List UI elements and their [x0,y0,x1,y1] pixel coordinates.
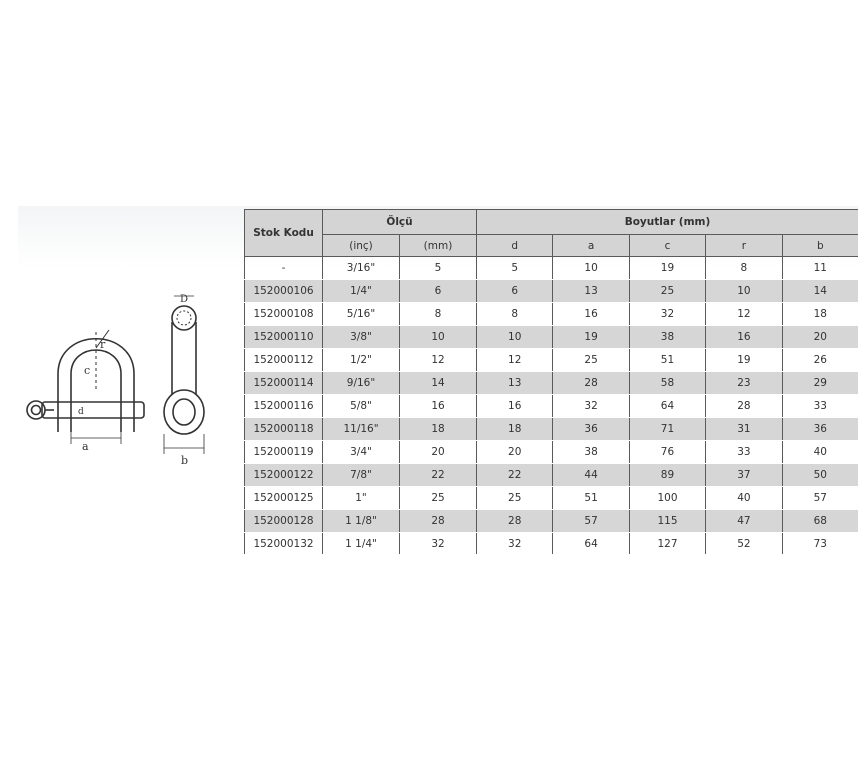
cell-b: 50 [782,464,858,487]
cell-a: 36 [553,418,629,441]
cell-stock-code: - [245,257,323,280]
cell-a: 19 [553,326,629,349]
cell-b: 33 [782,395,858,418]
cell-a: 10 [553,257,629,280]
cell-inch: 11/16" [323,418,400,441]
cell-inch: 3/4" [323,441,400,464]
cell-stock-code: 152000128 [245,510,323,533]
table-row [245,395,858,418]
cell-d: 18 [477,418,553,441]
cell-mm: 22 [400,464,477,487]
table-row [245,487,858,510]
header-stock-code: Stok Kodu [245,210,323,257]
cell-mm: 16 [400,395,477,418]
cell-b: 36 [782,418,858,441]
cell-c: 115 [629,510,705,533]
table-row [245,280,858,303]
cell-stock-code: 152000132 [245,533,323,555]
cell-stock-code: 152000112 [245,349,323,372]
cell-d: 16 [477,395,553,418]
table-row [245,372,858,395]
cell-c: 25 [629,280,705,303]
cell-inch: 3/8" [323,326,400,349]
cell-r: 8 [706,257,782,280]
header-d: d [477,235,553,257]
header-size-group: Ölçü [323,210,477,235]
cell-mm: 8 [400,303,477,326]
header-r: r [706,235,782,257]
cell-d: 5 [477,257,553,280]
cell-stock-code: 152000118 [245,418,323,441]
cell-stock-code: 152000114 [245,372,323,395]
shackle-diagram [14,282,236,477]
cell-mm: 10 [400,326,477,349]
table-body [245,257,858,555]
cell-r: 12 [706,303,782,326]
cell-r: 40 [706,487,782,510]
cell-d: 28 [477,510,553,533]
table-row [245,349,858,372]
table-row [245,464,858,487]
cell-d: 32 [477,533,553,555]
cell-c: 32 [629,303,705,326]
shackle-side-view [164,296,204,454]
header-dimensions-group: Boyutlar (mm) [477,210,858,235]
cell-inch: 1/4" [323,280,400,303]
cell-inch: 1/2" [323,349,400,372]
cell-d: 22 [477,464,553,487]
cell-c: 58 [629,372,705,395]
cell-mm: 18 [400,418,477,441]
table-row [245,510,858,533]
table-row [245,303,858,326]
cell-b: 40 [782,441,858,464]
cell-a: 32 [553,395,629,418]
cell-d: 10 [477,326,553,349]
cell-c: 100 [629,487,705,510]
cell-inch: 1" [323,487,400,510]
cell-mm: 12 [400,349,477,372]
cell-inch: 9/16" [323,372,400,395]
cell-d: 13 [477,372,553,395]
label-d-front: d [78,407,84,417]
cell-mm: 20 [400,441,477,464]
cell-stock-code: 152000119 [245,441,323,464]
cell-r: 28 [706,395,782,418]
table-row [245,533,858,555]
cell-r: 23 [706,372,782,395]
table-row [245,326,858,349]
cell-b: 29 [782,372,858,395]
cell-a: 13 [553,280,629,303]
cell-b: 18 [782,303,858,326]
label-D: D [180,294,189,305]
cell-a: 57 [553,510,629,533]
cell-inch: 3/16" [323,257,400,280]
cell-r: 31 [706,418,782,441]
table-row [245,257,858,280]
cell-c: 19 [629,257,705,280]
label-c: c [84,364,91,377]
cell-c: 51 [629,349,705,372]
cell-b: 14 [782,280,858,303]
header-inch: (inç) [323,235,400,257]
cell-stock-code: 152000108 [245,303,323,326]
header-c: c [629,235,705,257]
cell-stock-code: 152000110 [245,326,323,349]
cell-c: 38 [629,326,705,349]
cell-c: 71 [629,418,705,441]
table-row [245,418,858,441]
cell-stock-code: 152000122 [245,464,323,487]
cell-inch: 5/16" [323,303,400,326]
shackle-dimensions-table [244,209,858,555]
cell-b: 68 [782,510,858,533]
cell-b: 73 [782,533,858,555]
cell-mm: 32 [400,533,477,555]
cell-stock-code: 152000106 [245,280,323,303]
cell-b: 11 [782,257,858,280]
cell-mm: 14 [400,372,477,395]
cell-d: 6 [477,280,553,303]
cell-mm: 5 [400,257,477,280]
cell-stock-code: 152000116 [245,395,323,418]
cell-inch: 1 1/8" [323,510,400,533]
header-b: b [782,235,858,257]
cell-mm: 25 [400,487,477,510]
cell-a: 25 [553,349,629,372]
cell-r: 10 [706,280,782,303]
cell-r: 19 [706,349,782,372]
cell-mm: 6 [400,280,477,303]
cell-a: 44 [553,464,629,487]
cell-r: 33 [706,441,782,464]
cell-c: 89 [629,464,705,487]
cell-inch: 1 1/4" [323,533,400,555]
cell-r: 47 [706,510,782,533]
cell-inch: 5/8" [323,395,400,418]
cell-stock-code: 152000125 [245,487,323,510]
label-r: r [100,338,106,351]
table-row [245,441,858,464]
header-a: a [553,235,629,257]
cell-d: 12 [477,349,553,372]
cell-a: 64 [553,533,629,555]
cell-b: 26 [782,349,858,372]
cell-inch: 7/8" [323,464,400,487]
shackle-front-view [27,330,144,444]
cell-b: 20 [782,326,858,349]
header-mm: (mm) [400,235,477,257]
cell-c: 127 [629,533,705,555]
cell-a: 51 [553,487,629,510]
label-a: a [82,440,89,453]
cell-r: 37 [706,464,782,487]
cell-a: 16 [553,303,629,326]
cell-c: 76 [629,441,705,464]
cell-a: 28 [553,372,629,395]
cell-r: 16 [706,326,782,349]
cell-mm: 28 [400,510,477,533]
cell-d: 25 [477,487,553,510]
cell-d: 8 [477,303,553,326]
cell-c: 64 [629,395,705,418]
cell-r: 52 [706,533,782,555]
cell-a: 38 [553,441,629,464]
cell-d: 20 [477,441,553,464]
label-b: b [181,454,189,467]
cell-b: 57 [782,487,858,510]
